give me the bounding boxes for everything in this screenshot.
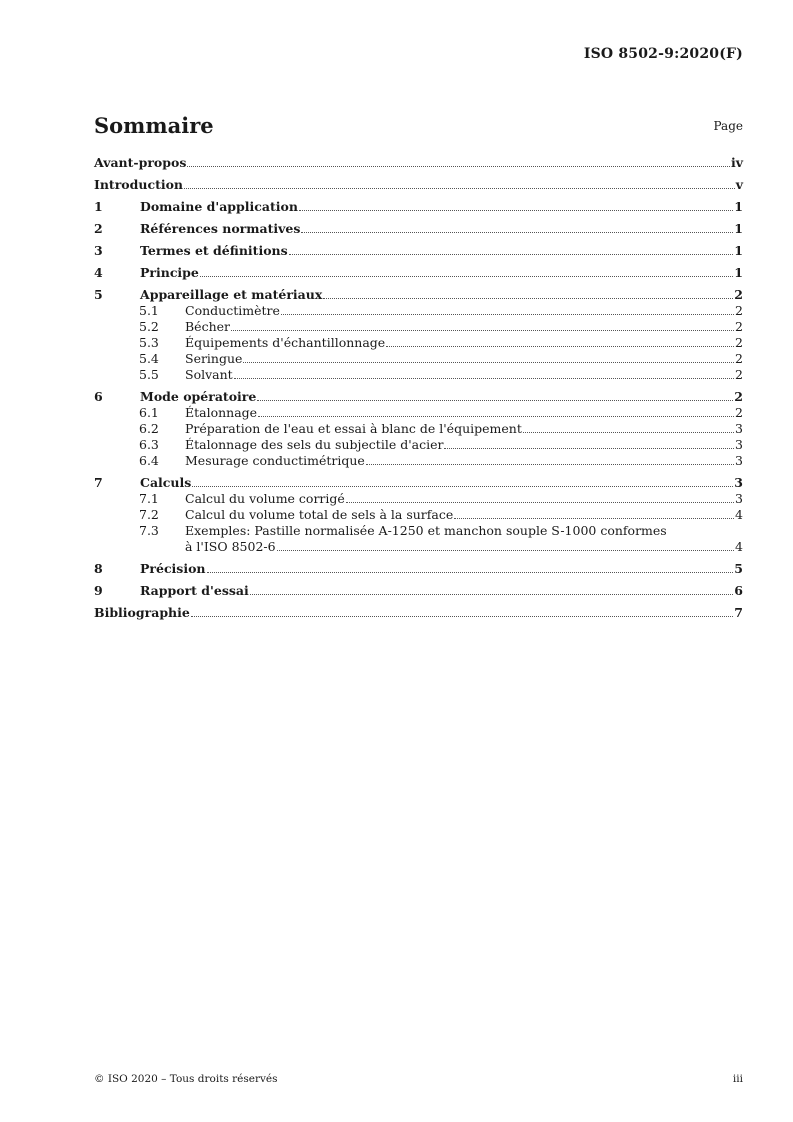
toc-entry-text: Principe bbox=[140, 265, 199, 280]
leader-dots bbox=[386, 346, 734, 347]
toc-entry-page: 6 bbox=[734, 583, 743, 598]
toc-entry-page: 3 bbox=[735, 491, 743, 506]
toc-entry-number: 3 bbox=[94, 243, 103, 258]
document-reference: ISO 8502-9:2020(F) bbox=[583, 46, 743, 62]
toc-entry-number: 6.3 bbox=[139, 437, 159, 452]
toc-entry-page: 2 bbox=[735, 335, 743, 350]
toc-entry-subsection-7-1[interactable] bbox=[94, 491, 743, 507]
leader-dots bbox=[258, 416, 734, 417]
toc-entry-page: 3 bbox=[735, 453, 743, 468]
toc-entry-text: Domaine d'application bbox=[140, 199, 298, 214]
toc-entry-text: Introduction bbox=[94, 177, 184, 192]
toc-entry-page: iv bbox=[730, 155, 743, 170]
toc-entry-text: Bibliographie bbox=[94, 605, 190, 620]
leader-dots bbox=[299, 210, 733, 211]
toc-entry-text: Équipements d'échantillonnage bbox=[185, 335, 386, 350]
leader-dots bbox=[207, 572, 734, 573]
toc-entry-section-1[interactable] bbox=[94, 199, 743, 215]
toc-entry-number: 6.1 bbox=[139, 405, 159, 420]
toc-entry-subsection-6-4[interactable] bbox=[94, 453, 743, 469]
leader-dots bbox=[234, 378, 734, 379]
toc-entry-page: 4 bbox=[735, 507, 743, 522]
leader-dots bbox=[523, 432, 734, 433]
table-of-contents bbox=[94, 155, 743, 621]
leader-dots bbox=[192, 486, 733, 487]
toc-entry-bibliography[interactable] bbox=[94, 605, 743, 621]
toc-entry-page: 2 bbox=[735, 319, 743, 334]
toc-entry-page: 2 bbox=[734, 287, 743, 302]
leader-dots bbox=[184, 188, 735, 189]
toc-entry-subsection-5-4[interactable] bbox=[94, 351, 743, 367]
leader-dots bbox=[187, 166, 730, 167]
toc-entry-number: 5.3 bbox=[139, 335, 159, 350]
toc-entry-page: 7 bbox=[734, 605, 743, 620]
toc-entry-number: 6.2 bbox=[139, 421, 159, 436]
toc-entry-text: Étalonnage bbox=[185, 405, 258, 420]
toc-entry-text: à l'ISO 8502-6 bbox=[185, 539, 276, 554]
toc-entry-text: Calcul du volume total de sels à la surface bbox=[185, 507, 454, 522]
toc-entry-subsection-5-5[interactable] bbox=[94, 367, 743, 383]
toc-entry-number: 5.4 bbox=[139, 351, 159, 366]
leader-dots bbox=[191, 616, 733, 617]
toc-entry-section-6[interactable] bbox=[94, 389, 743, 405]
leader-dots bbox=[366, 464, 734, 465]
toc-entry-section-7[interactable] bbox=[94, 475, 743, 491]
toc-entry-page: 3 bbox=[735, 437, 743, 452]
toc-entry-section-2[interactable] bbox=[94, 221, 743, 237]
toc-entry-page: 2 bbox=[734, 389, 743, 404]
leader-dots bbox=[277, 550, 734, 551]
toc-entry-section-3[interactable] bbox=[94, 243, 743, 259]
toc-entry-text: Rapport d'essai bbox=[140, 583, 249, 598]
toc-entry-page: 3 bbox=[734, 475, 743, 490]
toc-entry-number: 4 bbox=[94, 265, 103, 280]
toc-entry-number: 6.4 bbox=[139, 453, 159, 468]
toc-entry-page: 2 bbox=[735, 405, 743, 420]
toc-entry-text: Calculs bbox=[140, 475, 192, 490]
toc-entry-text: Termes et définitions bbox=[140, 243, 288, 258]
toc-entry-text: Étalonnage des sels du subjectile d'acier bbox=[185, 437, 444, 452]
toc-entry-subsection-7-3-line2[interactable] bbox=[94, 539, 743, 555]
toc-title: Sommaire bbox=[94, 113, 214, 138]
page-number: iii bbox=[732, 1073, 743, 1085]
toc-entry-page: 2 bbox=[735, 303, 743, 318]
leader-dots bbox=[301, 232, 733, 233]
toc-entry-page: 1 bbox=[734, 199, 743, 214]
toc-entry-page: 5 bbox=[734, 561, 743, 576]
toc-entry-number: 7.1 bbox=[139, 491, 159, 506]
toc-entry-subsection-7-2[interactable] bbox=[94, 507, 743, 523]
copyright-notice: © ISO 2020 – Tous droits réservés bbox=[94, 1073, 278, 1085]
leader-dots bbox=[323, 298, 733, 299]
toc-entry-subsection-5-1[interactable] bbox=[94, 303, 743, 319]
toc-entry-subsection-6-3[interactable] bbox=[94, 437, 743, 453]
leader-dots bbox=[289, 254, 734, 255]
toc-entry-number: 5.1 bbox=[139, 303, 159, 318]
leader-dots bbox=[243, 362, 734, 363]
toc-entry-page: 2 bbox=[735, 351, 743, 366]
toc-entry-number: 7.2 bbox=[139, 507, 159, 522]
toc-entry-text: Avant-propos bbox=[94, 155, 187, 170]
toc-entry-number: 7 bbox=[94, 475, 103, 490]
toc-entry-section-8[interactable] bbox=[94, 561, 743, 577]
toc-entry-text: Précision bbox=[140, 561, 206, 576]
toc-entry-page: 1 bbox=[734, 243, 743, 258]
toc-entry-subsection-6-1[interactable] bbox=[94, 405, 743, 421]
toc-entry-number: 6 bbox=[94, 389, 103, 404]
toc-entry-text: Calcul du volume corrigé bbox=[185, 491, 345, 506]
toc-entry-subsection-5-2[interactable] bbox=[94, 319, 743, 335]
toc-entry-page: 2 bbox=[735, 367, 743, 382]
toc-entry-page: 1 bbox=[734, 265, 743, 280]
toc-entry-page: 1 bbox=[734, 221, 743, 236]
leader-dots bbox=[454, 518, 734, 519]
toc-entry-text: Références normatives bbox=[140, 221, 301, 236]
toc-entry-text: Mode opératoire bbox=[140, 389, 257, 404]
leader-dots bbox=[231, 330, 734, 331]
leader-dots bbox=[250, 594, 734, 595]
toc-entry-number: 7.3 bbox=[139, 523, 159, 538]
toc-entry-section-5[interactable] bbox=[94, 287, 743, 303]
toc-entry-text: Solvant bbox=[185, 367, 233, 382]
toc-entry-section-4[interactable] bbox=[94, 265, 743, 281]
toc-entry-page: 3 bbox=[735, 421, 743, 436]
toc-entry-section-9[interactable] bbox=[94, 583, 743, 599]
toc-entry-subsection-5-3[interactable] bbox=[94, 335, 743, 351]
toc-entry-foreword[interactable] bbox=[94, 155, 743, 171]
toc-entry-number: 9 bbox=[94, 583, 103, 598]
toc-entry-subsection-6-2[interactable] bbox=[94, 421, 743, 437]
page-footer bbox=[94, 1073, 743, 1085]
toc-entry-number: 5 bbox=[94, 287, 103, 302]
toc-entry-text: Appareillage et matériaux bbox=[140, 287, 323, 302]
toc-entry-text: Conductimètre bbox=[185, 303, 280, 318]
toc-entry-number: 8 bbox=[94, 561, 103, 576]
leader-dots bbox=[257, 400, 733, 401]
leader-dots bbox=[281, 314, 734, 315]
toc-entry-text: Mesurage conductimétrique bbox=[185, 453, 365, 468]
toc-entry-page: v bbox=[735, 177, 743, 192]
toc-entry-text: Exemples: Pastille normalisée A-1250 et manchon souple S-1000 conformes bbox=[185, 523, 667, 538]
toc-entry-text: Seringue bbox=[185, 351, 243, 366]
toc-entry-subsection-7-3-line1[interactable] bbox=[94, 523, 743, 539]
toc-entry-text: Bécher bbox=[185, 319, 231, 334]
leader-dots bbox=[444, 448, 734, 449]
toc-entry-number: 1 bbox=[94, 199, 103, 214]
toc-entry-introduction[interactable] bbox=[94, 177, 743, 193]
leader-dots bbox=[346, 502, 734, 503]
leader-dots bbox=[200, 276, 733, 277]
toc-entry-number: 2 bbox=[94, 221, 103, 236]
toc-page-column-label: Page bbox=[713, 119, 743, 133]
toc-entry-number: 5.5 bbox=[139, 367, 159, 382]
toc-entry-page: 4 bbox=[735, 539, 743, 554]
toc-entry-text: Préparation de l'eau et essai à blanc de l'équipement bbox=[185, 421, 522, 436]
toc-entry-number: 5.2 bbox=[139, 319, 159, 334]
